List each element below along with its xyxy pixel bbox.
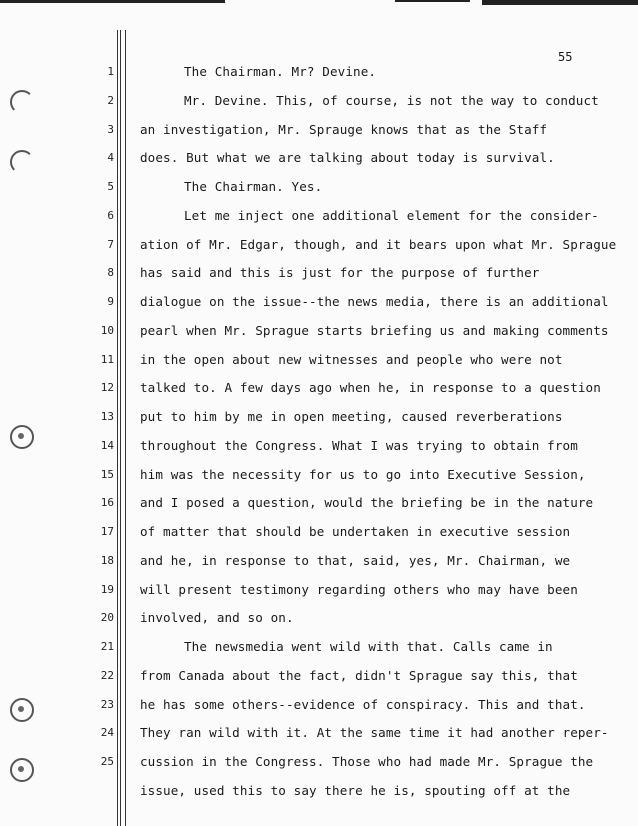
line-number: 17	[100, 525, 114, 538]
page-number: 55	[558, 50, 573, 64]
line-number: 6	[107, 208, 114, 222]
transcript-line: issue, used this to say there he is, spouting off at the	[140, 782, 571, 798]
transcript-line: will present testimony regarding others who may have been	[140, 581, 578, 597]
line-number: 4	[107, 151, 114, 165]
transcript-line: put to him by me in open meeting, caused reverberations	[140, 409, 563, 424]
line-number: 8	[107, 266, 114, 280]
transcript-line: ation of Mr. Edgar, though, and it bears upon what Mr. Sprague	[140, 236, 617, 252]
transcript-line: involved, and so on.	[140, 610, 294, 626]
line-number: 20	[100, 611, 114, 625]
transcript-line: dialogue on the issue--the news media, there is an additional	[140, 294, 609, 309]
transcript-line: Mr. Devine. This, of course, is not the way to conduct	[184, 92, 599, 108]
line-number: 21	[100, 640, 114, 653]
transcript-line: and he, in response to that, said, yes, Mr. Chairman, we	[140, 552, 571, 568]
binder-hole-icon	[10, 425, 34, 449]
transcript-line: in the open about new witnesses and people who were not	[140, 351, 563, 367]
transcript-line: pearl when Mr. Sprague starts briefing us and making comments	[140, 322, 609, 338]
line-number: 10	[100, 323, 114, 337]
scan-edge-mark	[482, 0, 638, 5]
line-number: 15	[100, 467, 114, 481]
line-number: 11	[100, 352, 114, 366]
transcript-line: The Chairman. Mr? Devine.	[184, 64, 377, 79]
margin-rule	[125, 30, 126, 826]
transcript-line: does. But what we are talking about today is survival.	[140, 150, 555, 166]
line-number: 24	[100, 726, 114, 740]
line-number: 2	[107, 93, 114, 107]
line-number: 1	[107, 65, 114, 78]
transcript-line: has said and this is just for the purpose of further	[140, 265, 540, 281]
line-number: 13	[100, 410, 114, 423]
line-number: 25	[100, 755, 114, 768]
line-number: 3	[107, 122, 114, 136]
transcript-line: cussion in the Congress. Those who had made Mr. Sprague the	[140, 754, 594, 769]
transcript-line: of matter that should be undertaken in executive session	[140, 524, 571, 539]
transcript-line: and I posed a question, would the briefing be in the nature	[140, 495, 594, 511]
line-number: 16	[100, 496, 114, 510]
scan-edge-mark	[395, 0, 470, 2]
line-number: 19	[100, 582, 114, 596]
line-number: 14	[100, 438, 114, 452]
transcript-line: talked to. A few days ago when he, in response to a question	[140, 380, 601, 396]
scan-edge-mark	[0, 0, 225, 3]
transcript-line: The Chairman. Yes.	[184, 179, 323, 194]
margin-rule	[120, 30, 121, 826]
line-number: 22	[100, 668, 114, 682]
transcript-line: The newsmedia went wild with that. Calls came in	[184, 639, 553, 654]
line-number: 7	[107, 237, 114, 251]
transcript-line: throughout the Congress. What I was trying to obtain from	[140, 437, 578, 453]
line-number: 5	[107, 180, 114, 193]
transcript-line: from Canada about the fact, didn't Sprague say this, that	[140, 667, 578, 683]
transcript-line: him was the necessity for us to go into Executive Session,	[140, 466, 586, 482]
transcript-line: he has some others--evidence of conspiracy. This and that.	[140, 696, 586, 712]
binder-hole-icon	[10, 758, 34, 782]
line-number: 23	[100, 697, 114, 711]
line-number: 18	[100, 553, 114, 567]
margin-rule	[117, 30, 118, 826]
transcript-line: an investigation, Mr. Sprauge knows that as the Staff	[140, 121, 548, 137]
transcript-line: They ran wild with it. At the same time it had another reper-	[140, 725, 609, 741]
binder-hole-icon	[10, 150, 34, 174]
line-number: 9	[107, 295, 114, 308]
line-number: 12	[100, 381, 114, 395]
transcript-line: Let me inject one additional element for the consider-	[184, 207, 599, 223]
binder-hole-icon	[10, 90, 34, 114]
binder-hole-icon	[10, 698, 34, 722]
